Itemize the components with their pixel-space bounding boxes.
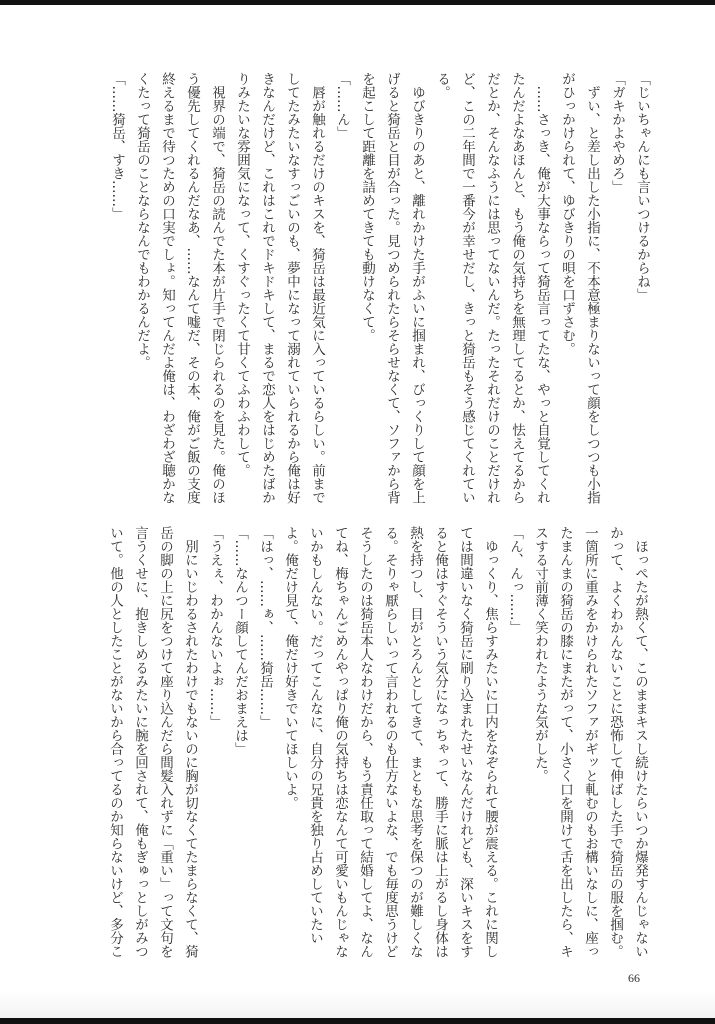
text-column: 「はっ、……ぁ、……猗岳……」 [257, 526, 273, 729]
text-column: げると猗岳と目が合った。見つめられたらそらせなくて、ソファから背 [384, 72, 400, 504]
text-block-top [104, 72, 654, 512]
text-column: ゆっくり、焦らすみたいに口内をなぞられて腰が震える。これに関し [482, 526, 498, 958]
text-column: 一箇所に重みをかけられたソファがギッと軋むのもお構いなしに、座っ [582, 526, 598, 958]
text-column: りみたいな雰囲気になって、くすぐったくて甘くてふわふわして。 [234, 72, 250, 477]
text-column: たまんまの猗岳の膝にまたがって、小さく口を開けて舌を出したら、キ [557, 526, 573, 958]
page-number: 66 [628, 971, 640, 985]
text-column: 「うえぇ、わかんないよぉ……」 [207, 526, 223, 729]
text-column: 別にいじわるされたわけでもないのに胸が切なくてたまらなくて、猗 [182, 526, 198, 958]
text-column: ど、この二年間で一番今が幸せだし、きっと猗岳もそう感じてくれてい [459, 72, 475, 504]
text-column: よ。俺だけ見て、俺だけ好きでいてほしいよ。 [282, 526, 298, 810]
text-column: くたって猗岳のことならなんでもわかるんだよ。 [134, 72, 150, 369]
text-column: 唇が触れるだけのキスを、猗岳は最近気に入っているらしい。前まで [309, 72, 325, 504]
text-column: ……さっき、俺が大事ならって猗岳言ってたな、やっと自覚してくれ [534, 72, 550, 504]
text-column: ては間違いなく猗岳に刷り込まれたせいなんだけれども、深いキスをす [457, 526, 473, 958]
text-column: ほっぺたが熱くて、このままキスし続けたらいつか爆発すんじゃない [632, 526, 648, 958]
text-column: スする寸前薄く笑われたような気がした。 [532, 526, 548, 783]
text-column: いかもしんない。だってこんなに、自分の兄貴を独り占めしていたい [307, 526, 323, 945]
text-column: う優先してくれるんだなあ、……なんて嘘だ、その本、俺がご飯の支度 [184, 72, 200, 504]
text-column: 「……なんつー顔してんだおまえは」 [232, 526, 248, 756]
text-column: 岳の脚の上に尻をつけて座り込んだら間髪入れずに「重い」って文句を [157, 526, 173, 958]
text-column: 言うくせに、抱きしめるみたいに腕を回されて、俺もぎゅっとしがみつ [132, 526, 148, 958]
top-edge-bar [0, 0, 715, 5]
text-column: ゆびきりのあと、離れかけた手がふいに掴まれ、びっくりして顔を上 [409, 72, 425, 504]
text-column: ると俺はすぐそういう気分になっちゃって、勝手に脈は上がるし身体は [432, 526, 448, 958]
text-column: ずい、と差し出した小指に、不本意極まりないって顔をしつつも小指 [584, 72, 600, 504]
text-column: 視界の端で、猗岳の読んでた本が片手で閉じられるのを見た。俺のほ [209, 72, 225, 504]
text-column: いて。他の人としたことがないから合ってるのか知らないけど、多分こ [107, 526, 123, 958]
bottom-shadow [0, 990, 715, 1018]
text-column: 「……猗岳、すき……」 [109, 72, 125, 221]
text-block-bottom [102, 526, 652, 966]
text-column: たんだよなあほんと、もう俺の気持ちを無理してるとか、怯えてるから [509, 72, 525, 504]
text-column: きなんだけど、これはこれでドキドキして、まるで恋人をはじめたばか [259, 72, 275, 504]
text-column: してたみたいなすっごいのも、夢中になって溺れていられるから俺は好 [284, 72, 300, 504]
text-column: 終えるまで待つための口実でしょ。知ってんだよ俺は、わざわざ聴かな [159, 72, 175, 504]
text-column: 「……ん」 [334, 72, 350, 140]
bottom-edge-bar [0, 1018, 715, 1024]
text-column: 「ん、んっ……」 [507, 526, 523, 634]
text-column: だとか、そんなふうには思ってないんだ。たったそれだけのことだけれ [484, 72, 500, 504]
text-column: がひっかけられて、ゆびきりの唄を口ずさむ。 [559, 72, 575, 356]
text-column: 「じいちゃんにも言いつけるからね」 [634, 72, 650, 302]
text-column: 「ガキかよやめろ」 [609, 72, 625, 194]
text-column: る。そりゃ厭らしいって言われるのも仕方ないよな、でも毎度思うけど [382, 526, 398, 958]
text-column: 熱を持つし、目がとろんとしてきて、まともな思考を保つのが難しくな [407, 526, 423, 958]
text-column: そうしたのは猗岳本人なわけだから、もう責任取って結婚してよ、なん [357, 526, 373, 958]
text-column: を起こして距離を詰めてきても動けなくて。 [359, 72, 375, 342]
text-column: てね、梅ちゃんごめんやっぱり俺の気持ちは恋なんて可愛いもんじゃな [332, 526, 348, 958]
text-column: かって、よくわかんないことに恐怖して伸ばした手で猗岳の服を掴む。 [607, 526, 623, 958]
text-column: る。 [434, 72, 450, 99]
